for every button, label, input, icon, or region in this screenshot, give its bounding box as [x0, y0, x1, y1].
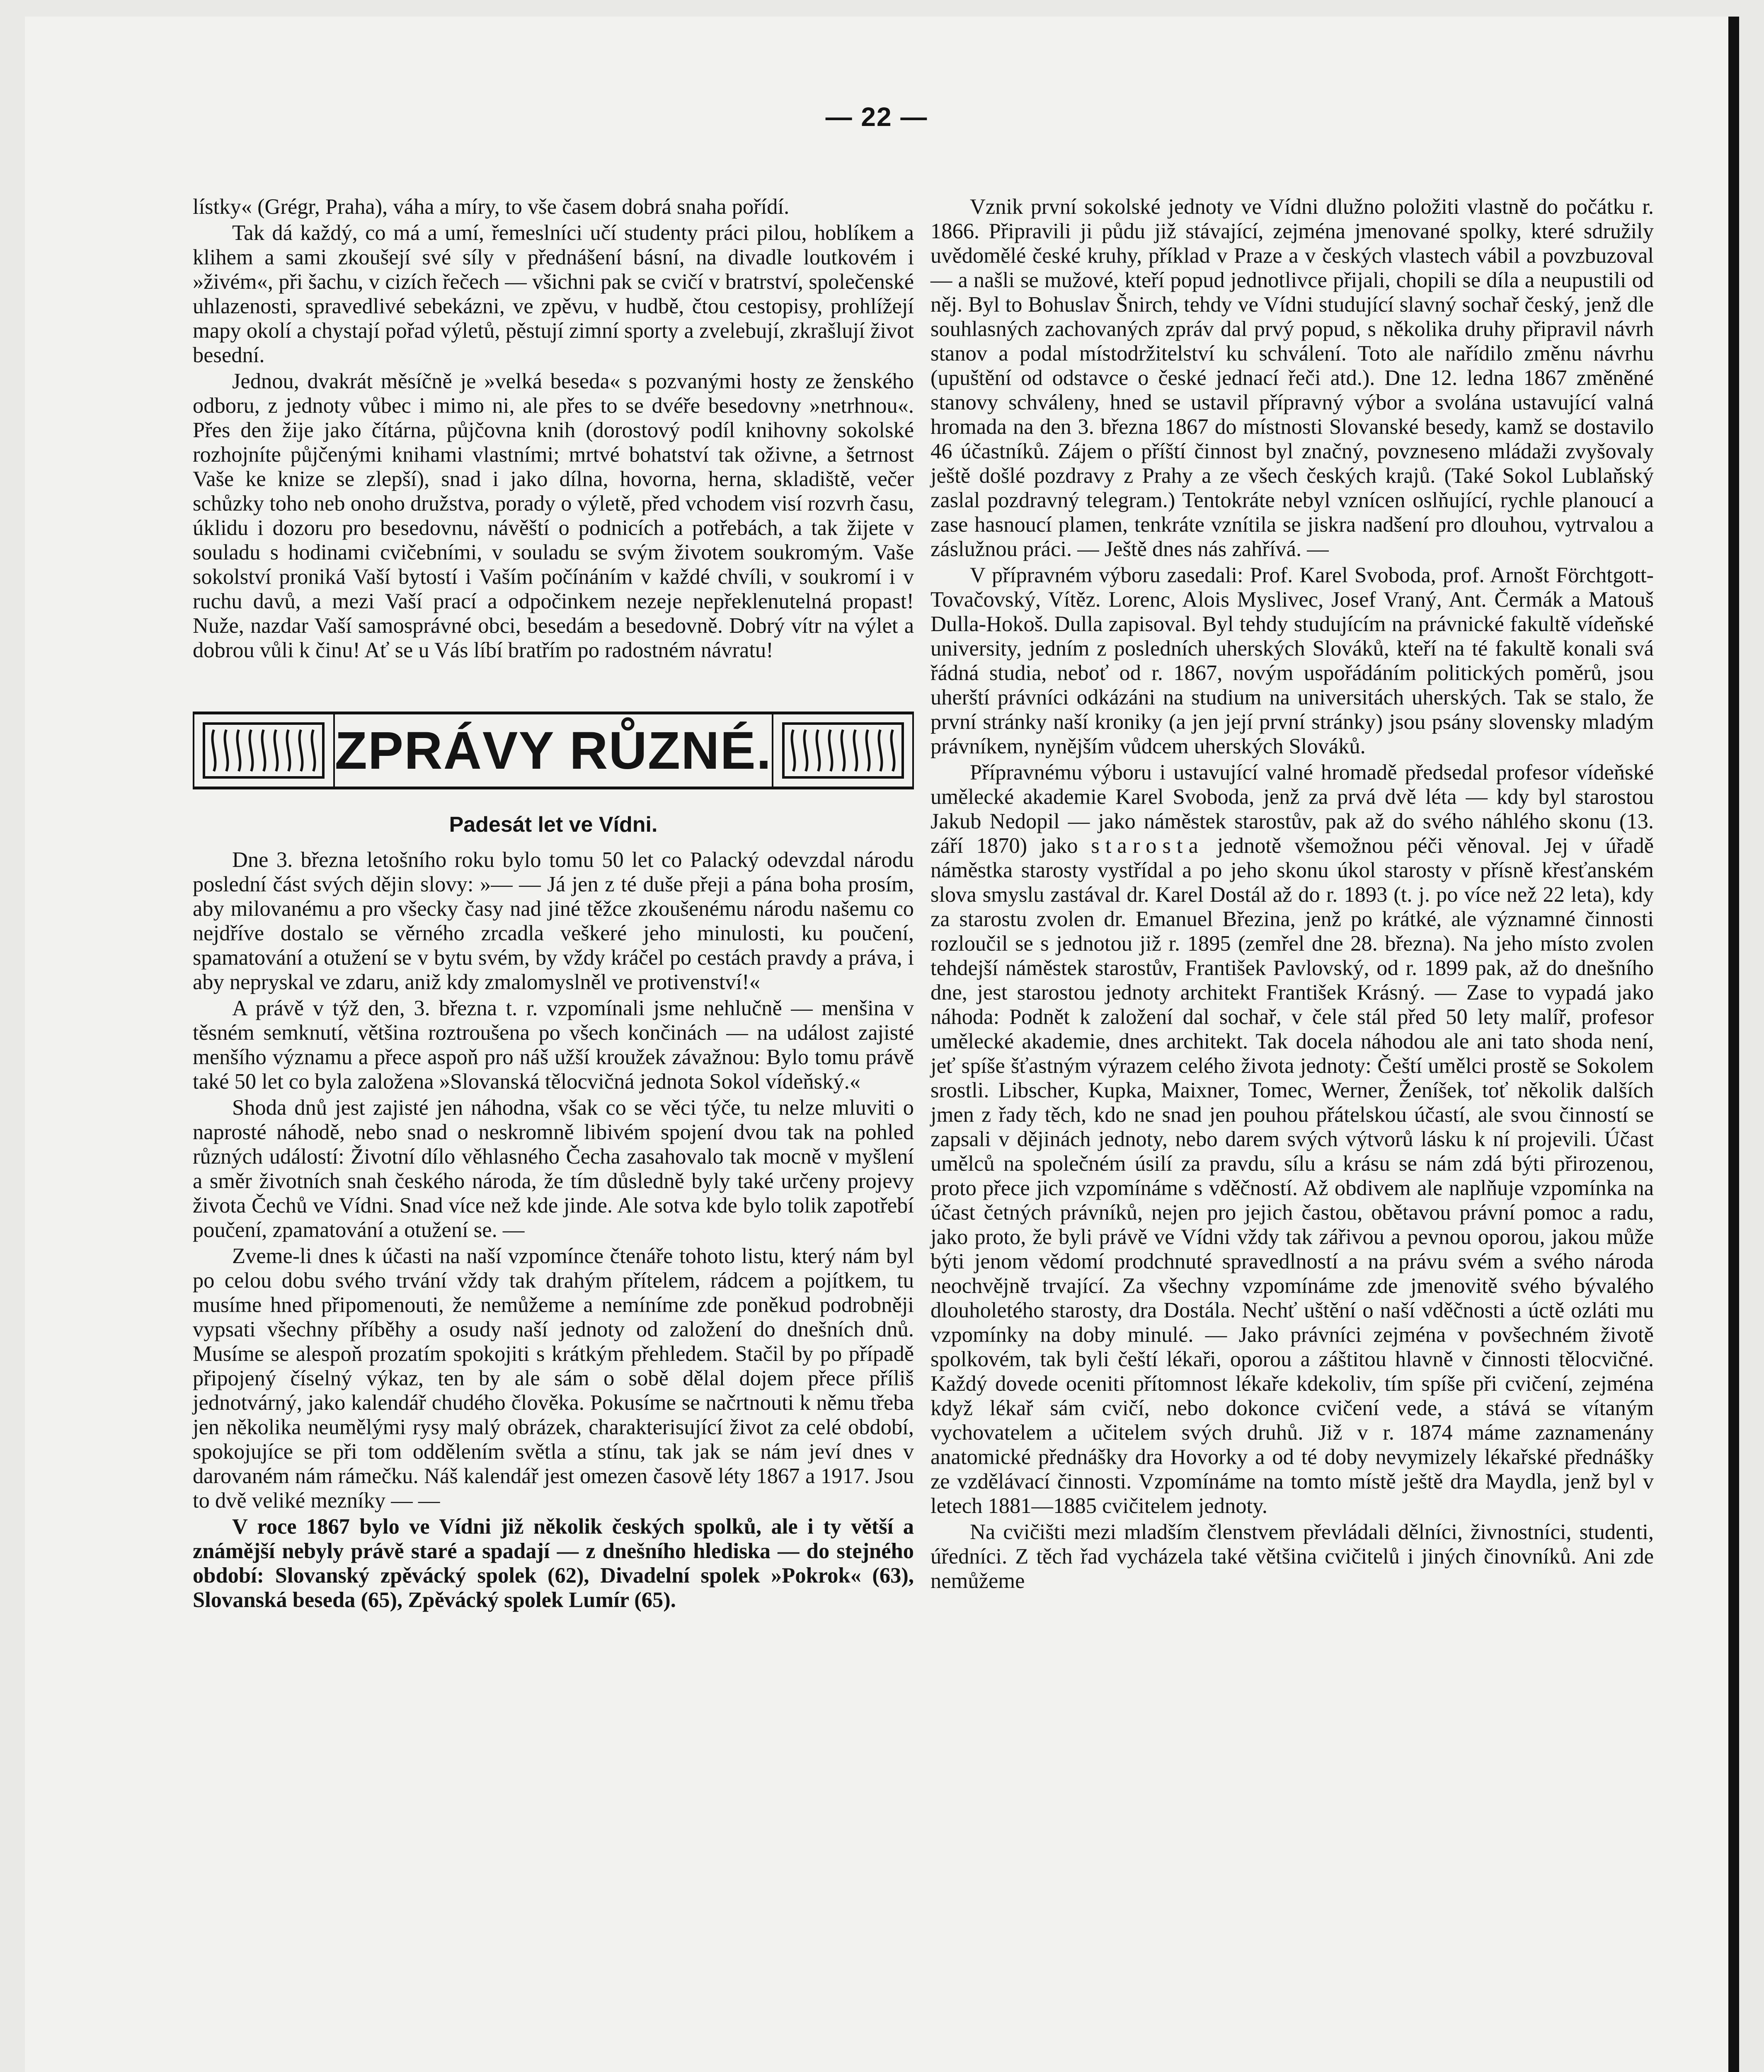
spaced-word: starosta — [1091, 834, 1204, 858]
paragraph: Zveme-li dnes k účasti na naší vzpomínce čtenáře tohoto listu, který nám byl po celou dobu svého trvání vždy tak drahým přítelem, rádcem a pojítkem, tu musíme hned připomenouti, že nemůžeme a nemíníme zde poněkud podrobněji vypsati všechny příběhy a osudy naší jednoty od založení do dnešních dnů. Musíme se alespoň prozatím spokojiti s krátkým přehledem. Stačil by po případě připojený číselný výkaz, ten by ale sám o sobě dělal dojem přece příliš jednotvárný, jako kalendář chudého člověka. Pokusíme se načrtnouti k němu třeba jen několika neumělými rysy malý obrázek, charakterisující život za celé období, spokojujíce se při tom oddělením světla a stínu, tak jak se nám jeví dnes v darovaném nám rámečku. Náš kalendář jest omezen časově léty 1867 a 1917. Jsou to dvě veliké mezníky — — — [193, 1244, 914, 1513]
paragraph: Dne 3. března letošního roku bylo tomu 50 let co Palacký odevzdal národu poslední část svých dějin slovy: »— — Já jen z té duše přeji a pána boha prosím, aby milovanému a pro všecky časy nad jiné těžce zkoušenému národu našemu co nejdříve dostalo se věrného zrcadla veškeré jeho minulosti, ku poučení, spamatování a otužení se v bytu svém, by vždy kráčel po cestách pravdy a práva, i aby nepryskal ve zdaru, aniž kdy zmalomyslněl ve protivenství!« — [193, 848, 914, 994]
page-number: — 22 — — [825, 102, 928, 132]
banner-ornament-left — [193, 714, 335, 787]
paragraph: Vznik první sokolské jednoty ve Vídni dlužno položiti vlastně do počátku r. 1866. Připravili ji půdu již stávající, zejména jmenované spolky, které sdružily uvědomělé české kruhy, příklad v Praze a v českých vlastech vábil a povzbuzoval — a našli se mužové, kteří popud jednotlivce přijali, chopili se díla a neupustili od něj. Byl to Bohuslav Šnirch, tehdy ve Vídni studující slavný sochař český, jenž dle souhlasných zachovaných zpráv dal prvý popud, s několika druhy připravil návrh stanov a podal místodržitelství ku schválení. Toto ale nařídilo změnu návrhu (upuštění od odstavce o české jednací řeči atd.). Dne 12. ledna 1867 změněné stanovy schváleny, hned se ustavil přípravný výbor a svolána ustavující valná hromada na den 3. března 1867 do místnosti Slovanské besedy, kamž se dostavilo 46 účastníků. Zájem o příští činnost byl značný, povzneseno mládaži zvyšovaly ještě došlé pozdravy z Prahy a ze všech českých krajů. (Také Sokol Lublaňský zaslal pozdravný telegram.) Tentokráte nebyl vznícen oslňující, rychle planoucí a zase hasnoucí plamen, tenkráte vznítila se jiskra nadšení pro dlouhou, vytrvalou a záslužnou práci. — Ještě dnes nás zahřívá. — — [930, 195, 1654, 561]
paragraph: Na cvičišti mezi mladším členstvem převládali dělníci, živnostníci, studenti, úředníci. Z těch řad vycházela také většina cvičitelů i jiných činovníků. Ani zde nemůžeme — [930, 1520, 1654, 1593]
ornament-icon — [781, 719, 905, 782]
paragraph: Jednou, dvakrát měsíčně je »velká beseda« s pozvanými hosty ze ženského odboru, z jednoty vůbec i mimo ni, ale přes to se dvéře besedovny »netrhnou«. Přes den žije jako čítárna, půjčovna knih (dorostový podíl knihovny sokolské rozhojníte půjčenými knihami vlastními; mrtvé bohatství tak oživne, a šetrnost Vaše ke knize se zlepší), snad i jako dílna, hovorna, herna, skladiště, večer schůzky toho neb onoho družstva, porady o výletě, před vchodem visí rozvrh času, úklidu i dozoru pro besedovnu, návěští o podnicích a potřebách, a tak žijete v souladu s hodinami cvičebními, v souladu se svým životem soukromým. Vaše sokolství proniká Vaší bytostí i Vaším počínáním v každé chvíli, v soukromí i v ruchu davů, a mezi Vaší prací a odpočinkem nezeje nepřeklenutelná propast! Nuže, nazdar Vaší samosprávné obci, besedám a besedovně. Dobrý vítr na výlet a dobrou vůli k činu! Ať se u Vás líbí bratřím po radostném návratu! — [193, 369, 914, 662]
paragraph: Shoda dnů jest zajisté jen náhodna, však co se věci týče, tu nelze mluviti o naprosté náhodě, nebo snad o neskromně libivém spojení dvou tak na pohled různých událostí: Životní dílo věhlasného Čecha zasahovalo tak mocně v myšlení a směr životních snah českého národa, že tím důsledně byly také určeny projevy života Čechů ve Vídni. Snad více než kde jinde. Ale sotva kde bylo tolik zapotřebí poučení, zpamatování a otužení se. — — [193, 1096, 914, 1242]
paragraph-text: Přípravnému výboru i ustavující valné hromadě předsedal profesor vídeňské umělecké akademie Karel Svoboda, jenž za prvá dvě léta — kdy byl starostou Jakub Nedopil — jako náměstek starostův, pak až do svého náhlého skonu (13. září 1870) jako — [930, 760, 1654, 858]
ornament-icon — [201, 719, 326, 782]
newspaper-page — [25, 17, 1739, 2072]
section-banner — [193, 712, 914, 789]
section-title: ZPRÁVY RŮZNÉ. — [334, 721, 772, 780]
paragraph: Tak dá každý, co má a umí, řemeslníci učí studenty práci pilou, hoblíkem a klihem a sami zkoušejí své síly v přednášení básní, na divadle loutkovém i »živém«, při šachu, v cizích řečech — všichni pak se cvičí v bratrství, společenské uhlazenosti, spravedlivé sebekázni, ve zpěvu, v hudbě, čtou cestopisy, prohlížejí mapy okolí a chystají pořad výletů, pěstují zimní sporty a zvelebují, zkrašlují život besední. — [193, 221, 914, 367]
article-subheading: Padesát let ve Vídni. — [449, 813, 658, 837]
paragraph: V přípravném výboru zasedali: Prof. Karel Svoboda, prof. Arnošt Förchtgott-Tovačovský, Vítěz. Lorenc, Alois Myslivec, Josef Vraný, Ant. Čermák a Matouš Dulla-Hokoš. Dulla zapisoval. Byl tehdy studujícím na právnické fakultě vídeňské university, jedním z posledních uherských Slováků, kteří na té fakultě konali svá řádná studia, neboť od r. 1867, novým uspořádáním politických poměrů, jsou uherští právníci odkázáni na studium na universitách uherských. Tak se stalo, že první stránky naší kroniky (a jen její první stránky) jsou psány slovensky mladým právníkem, nynějším vůdcem uherských Slováků. — [930, 563, 1654, 758]
paragraph — [930, 760, 1654, 1518]
paragraph-text: jednotě všemožnou péči věnoval. Jej v úřadě náměstka starosty vystřídal a po jeho skonu úkol starosty v přísně křesťanském slova smyslu zastával dr. Karel Dostál až do r. 1893 (t. j. po více než 22 leta), kdy za starostu zvolen dr. Emanuel Březina, jenž po krátké, ale významné činnosti rozloučil se s jednotou již r. 1895 (zemřel dne 28. března). Na jeho místo zvolen tehdejší náměstek starostův, František Pavlovský, od r. 1899 pak, až do dnešního dne, jest starostou jednoty architekt František Krásný. — Zase to vypadá jako náhoda: Podnět k založení dal sochař, v čele stál před 50 lety malíř, profesor umělecké akademie, dnes architekt. Tak docela náhodou ale ani tato shoda není, jeť spíše šťastným výrazem celého života jednoty: Čeští umělci prostě se Sokolem srostli. Libscher, Kupka, Maixner, Tomec, Werner, Ženíšek, toť několik dalších jmen z řady těch, kdo ne snad jen pouhou přátelskou účastí, ale svou činností se zapsali v dějinách jednoty, nebo darem svých výtvorů lásku k ní projevili. Účast umělců na společném úsilí za pravdu, sílu a krásu se nám zdá býti přirozenou, proto přece jich vzpomínáme s vděčností. Až obdivem ale naplňuje vzpomínka na účast četných právníků, nejen pro jejich častou, obětavou právní pomoc a radu, jako proto, že byli právě ve Vídni vždy tak zářivou a pevnou oporou, jakou může býti jenom vědomí prodchnuté spravedlností a na právu svém a svého národa neochvějně trvající. Za všechny vzpomínáme zde jmenovitě svého bývalého dlouholetého starosty, dra Dostála. Nechť uštění o naší vděčnosti a úctě ozláti mu vzpomínky na doby minulé. — Jako právníci zejména v povšechném životě spolkovém, tak byli čeští lékaři, oporou a záštitou hlavně v činnosti tělocvičné. Každý dovede oceniti přítomnost lékaře kdekoliv, tím spíše při cvičení, zejména když lékař sám cvičí, nebo dokonce cvičení vede, a stává se vítaným vychovatelem a učitelem svých druhů. Již v r. 1874 máme zaznamenány anatomické přednášky dra Hovorky a od té doby nevymizely lékařské přednášky ze vzdělávací činnosti. Vzpomínáme na tomto místě ještě dra Maydla, jenž byl v letech 1881—1885 cvičitelem jednoty. — [930, 834, 1654, 1518]
right-column — [930, 195, 1654, 1593]
banner-ornament-right — [772, 714, 914, 787]
left-column — [193, 195, 914, 1612]
paragraph: A právě v týž den, 3. března t. r. vzpomínali jsme nehlučně — menšina v těsném semknutí, většina roztroušena po všech končinách — na událost zajisté menšího významu a přece aspoň pro náš užší kroužek závažnou: Bylo tomu právě také 50 let co byla založena »Slovanská tělocvičná jednota Sokol vídeňský.« — [193, 996, 914, 1094]
paragraph: lístky« (Grégr, Praha), váha a míry, to vše časem dobrá snaha pořídí. — [193, 195, 790, 219]
paragraph: V roce 1867 bylo ve Vídni již několik českých spolků, ale i ty větší a známější nebyly právě staré a spadají — z dnešního hlediska — do stejného období: Slovanský zpěvácký spolek (62), Divadelní spolek »Pokrok« (63), Slovanská beseda (65), Zpěvácký spolek Lumír (65). — [193, 1515, 914, 1612]
